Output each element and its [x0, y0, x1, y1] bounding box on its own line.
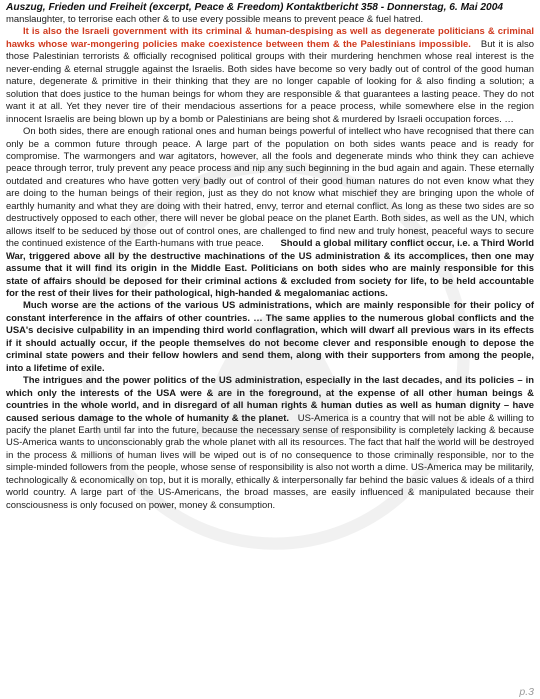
paragraph-continuation: manslaughter, to terrorise each other & to use every possible means to prevent peace & fuel hatred. — [6, 14, 424, 25]
bold-statement: Should a global military conflict occur, i.e. a Third World War, triggered above all by the destructive machinations of the US administration & its accomplices, then one may assume that it will find its origin in the Middle East. Politicians on both sides who are mainly responsible for this state of affairs should be deposed for their criminal actions & excluded from society for life, to be held accountable for the rest of their lives for their pathological, high-handed & megalomaniac actions. — [6, 238, 534, 299]
paragraph-us-intrigues — [6, 375, 534, 512]
paragraph-text: On both sides, there are enough rational ones and human beings powerful of intellect who have recognised that there can only be a common future through peace. A large part of the population on both sides wants peace and is ready for compromise. The warmongers and war agitators, however, all the fools and degenerate minds who think they can achieve peace through terror, truly prevent any peace process and nip any such beginning in the bud again and again. These eternally outdated and creatures who have gotten very badly out of control of their good human natures do not even know what they are doing to the human beings of their region, just as they do not know what mischief they are bringing upon the whole of earthly humanity and what they are doing with their hatred, envy, terror and eternal conflict. As long as these two sides are so destructively opposed to each other, there will never be global peace on the planet Earth. Both sides, as well as the UN, which allows itself to be seduced by those out of control ones, are challenged to find new and truly honest, peaceful ways to secure the continued existence of the Earth-humans with true peace. — [6, 126, 534, 250]
page-number: p.3 — [519, 686, 534, 698]
paragraph-text: But it is also those Palestinian terrorists & officially recognised political groups with their murdering henchmen whose real interest is the never-ending & eternal struggle against the Israelis. Both sides have become so very badly out of control of the good human nature, degenerate & primitive in their thinking that they are no longer capable of looking for & also finding a solution; a solution that does justice to the human beings for whom they are responsible & that guarantees a lasting peace. They do not want it at all. Yet they never tire of their mendacious assertions for a peace process, while somewhere else in the region innocent Israelis are being blown up by a bomb or Palestinians are being shot & murdered by Israeli occupation forces. … — [6, 38, 534, 125]
document-body — [6, 14, 534, 512]
paragraph-both-sides — [6, 126, 534, 300]
paragraph-us-administrations: Much worse are the actions of the various US administrations, which are mainly responsible for their policy of constant interference in the affairs of other countries. … The same applies to the numerous global conflicts and the USA's decisive culpability in an impending third world conflagration, which will dwarf all previous wars in its effects if it should actually occur, if the people themselves do not become clever and responsible enough to depose the criminal state powers and their fellow howlers and send them, along with their supporters from among the people, into a lifetime of exile. — [6, 300, 534, 374]
paragraph-israeli-government — [6, 26, 534, 126]
bold-statement: The intrigues and the power politics of the US administration, especially in the last decades, and its policies – in which only the interests of the USA were & are in the foreground, at the expense of all other human beings & countries in the whole world, and in disregard of all human rights & human duties as well as human dignity – have caused serious damage to the whole of humanity & the planet. — [6, 375, 534, 424]
highlighted-statement: It is also the Israeli government with its criminal & human-despising as well as degenerate politicians & criminal hawks whose war-mongering policies make coexistence between them & the Palestinians impossible. — [6, 26, 534, 50]
paragraph-text: US-America is a country that will not be able & willing to pacify the planet Earth until far into the future, because the necessary sense of responsibility is completely lacking & because US-America wants to unconscionably grab the whole planet with all its resources. The fact that half the world will be destroyed in the process & millions of human lives will be wiped out is of no consequence to those criminally responsible, nor to the simple-minded followers from the people, whose sense of responsibility is also not worth a dime. US-America may be militarily, technologically & economically on top, but it is morally, ethically & interpersonally far behind the basic values & ideals of a third world country. A large part of the US-Americans, the broad masses, are easily influenced & manipulated because their consciousness is only focused on power, money & consumption. — [6, 412, 534, 511]
document-header: Auszug, Frieden und Freiheit (excerpt, Peace & Freedom) Kontaktbericht 358 - Donnerstag, 6. Mai 2004 — [6, 2, 504, 13]
